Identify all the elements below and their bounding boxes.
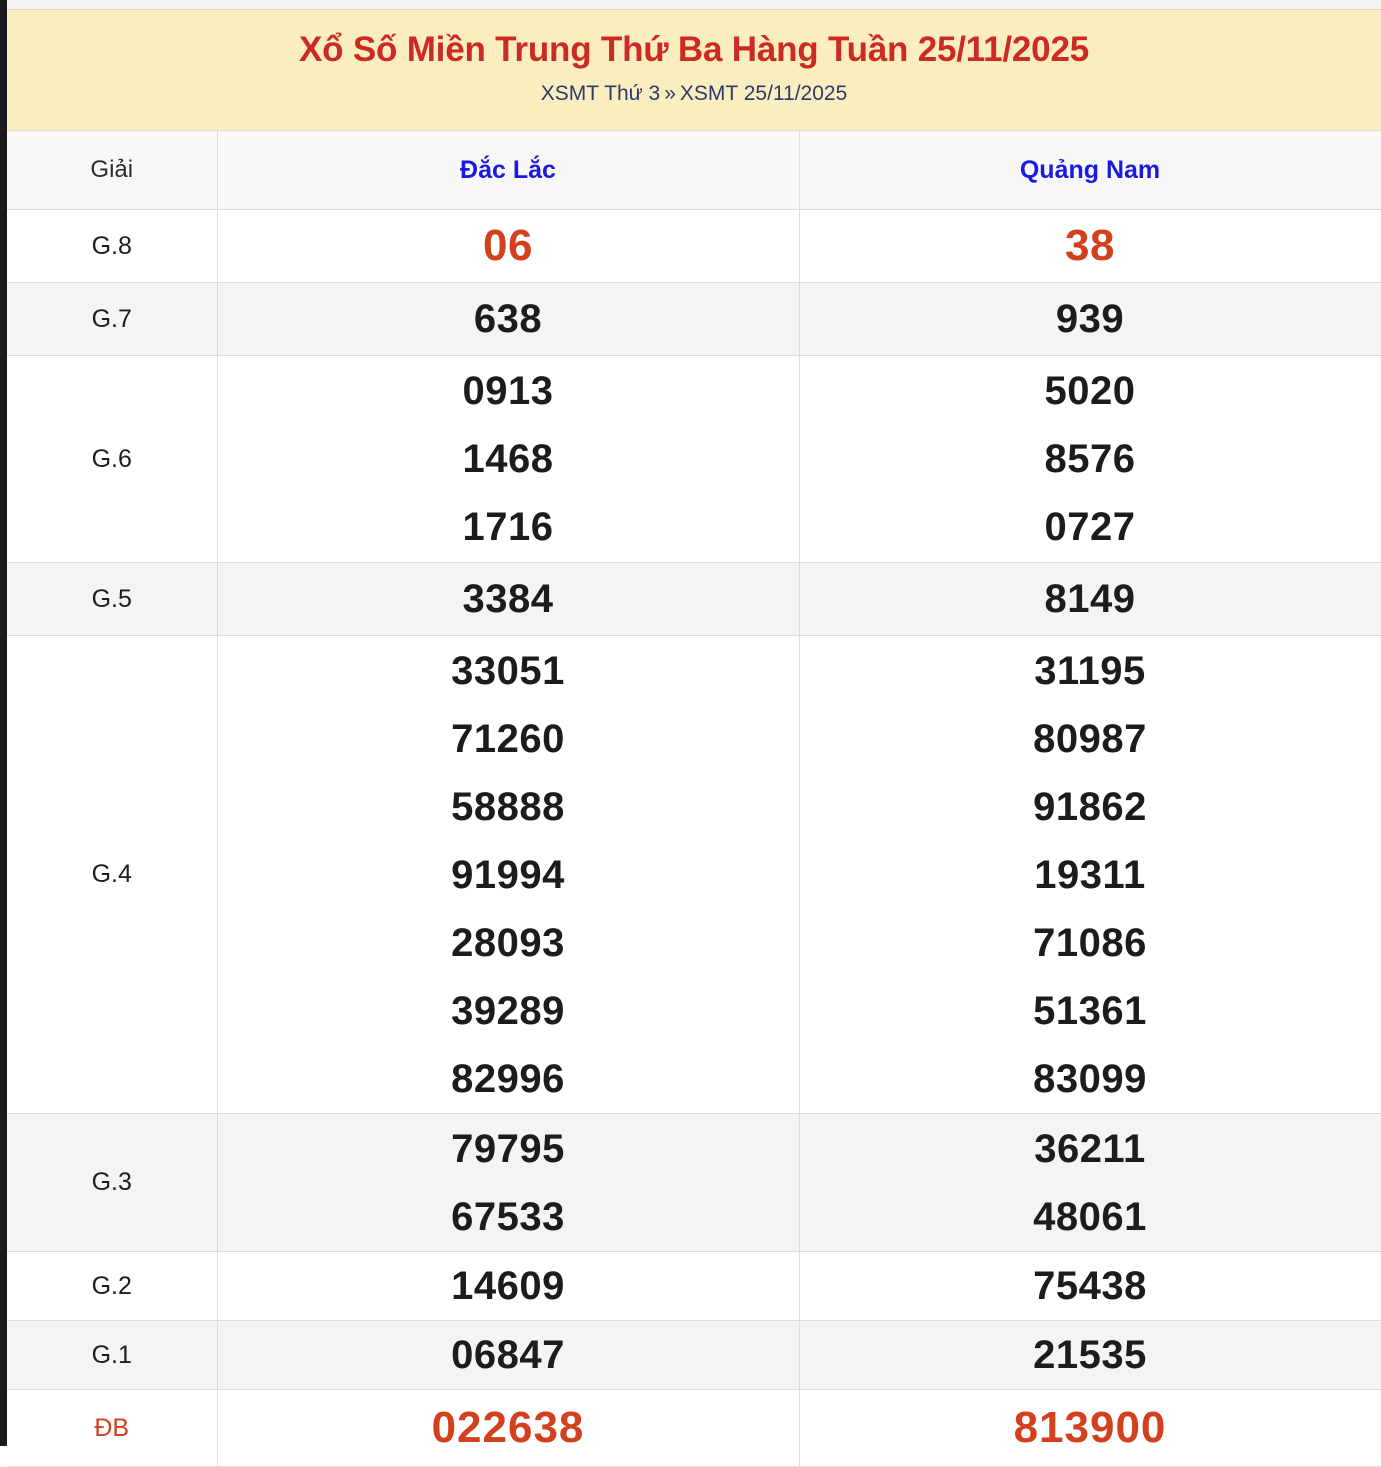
left-edge-bar [0, 0, 7, 1446]
breadcrumb-item-weekday[interactable]: XSMT Thứ 3 [540, 82, 661, 105]
table-row [7, 210, 1381, 283]
lottery-number: 0913 [462, 369, 554, 413]
prize-label-g3: G.3 [7, 1114, 217, 1252]
table-head [7, 131, 1381, 210]
lottery-number: 79795 [451, 1126, 565, 1171]
page-banner [7, 10, 1381, 130]
column-header-province-dac-lac[interactable]: Đắc Lắc [217, 131, 799, 210]
table-header-row [7, 131, 1381, 210]
prize-numbers-g2-col1 [217, 1252, 799, 1321]
prize-numbers-g3-col2 [799, 1114, 1381, 1252]
prize-numbers-g7-col1 [217, 283, 799, 356]
lottery-number: 28093 [451, 920, 565, 965]
lottery-number: 38 [1065, 221, 1115, 270]
lottery-number: 8576 [1044, 437, 1136, 481]
prize-label-g2: G.2 [7, 1252, 217, 1321]
lottery-number: 80987 [1033, 716, 1147, 761]
table-body [7, 210, 1381, 1467]
breadcrumb [7, 80, 1381, 108]
prize-label-g6: G.6 [7, 356, 217, 563]
table-row [7, 1321, 1381, 1390]
prize-numbers-g2-col2 [799, 1252, 1381, 1321]
prize-numbers-g4-col2 [799, 636, 1381, 1114]
lottery-number: 06847 [451, 1333, 565, 1377]
prize-numbers-g3-col1 [217, 1114, 799, 1252]
lottery-results-table [7, 130, 1381, 1467]
prize-numbers-g8-col2 [799, 210, 1381, 283]
lottery-number: 82996 [451, 1056, 565, 1101]
lottery-number: 51361 [1033, 988, 1147, 1033]
prize-label-g5: G.5 [7, 563, 217, 636]
table-row [7, 356, 1381, 563]
lottery-number: 1716 [462, 505, 554, 549]
lottery-number: 14609 [451, 1264, 565, 1308]
prize-numbers-g4-col1 [217, 636, 799, 1114]
lottery-number: 813900 [1013, 1403, 1167, 1452]
lottery-number: 75438 [1033, 1264, 1147, 1308]
column-header-province-quang-nam[interactable]: Quảng Nam [799, 131, 1381, 210]
lottery-number: 36211 [1034, 1126, 1146, 1171]
lottery-number: 0727 [1044, 505, 1136, 549]
table-row [7, 1252, 1381, 1321]
prize-numbers-db-col2 [799, 1390, 1381, 1467]
lottery-number: 58888 [451, 784, 565, 829]
lottery-number: 71260 [451, 716, 565, 761]
lottery-number: 06 [483, 221, 533, 270]
lottery-number: 71086 [1033, 920, 1147, 965]
lottery-number: 33051 [451, 648, 565, 693]
prize-numbers-g1-col2 [799, 1321, 1381, 1390]
table-row [7, 563, 1381, 636]
lottery-number: 21535 [1033, 1333, 1147, 1377]
prize-numbers-g6-col1 [217, 356, 799, 563]
lottery-number: 939 [1055, 297, 1125, 341]
lottery-number: 8149 [1044, 577, 1136, 621]
prize-numbers-g5-col1 [217, 563, 799, 636]
table-row [7, 636, 1381, 1114]
lottery-number: 67533 [451, 1194, 565, 1239]
lottery-number: 19311 [1034, 852, 1146, 897]
lottery-number: 91994 [451, 852, 565, 897]
lottery-number: 1468 [462, 437, 554, 481]
prize-label-g7: G.7 [7, 283, 217, 356]
top-edge-strip [7, 0, 1381, 10]
lottery-number: 3384 [462, 577, 554, 621]
prize-numbers-db-col1 [217, 1390, 799, 1467]
page-title: Xổ Số Miền Trung Thứ Ba Hàng Tuần 25/11/2025 [299, 30, 1089, 69]
prize-label-g4: G.4 [7, 636, 217, 1114]
page-content [7, 10, 1381, 1452]
prize-label-g8: G.8 [7, 210, 217, 283]
prize-numbers-g8-col1 [217, 210, 799, 283]
breadcrumb-item-date[interactable]: XSMT 25/11/2025 [679, 82, 848, 105]
lottery-number: 5020 [1044, 369, 1136, 413]
prize-label-g1: G.1 [7, 1321, 217, 1390]
prize-numbers-g5-col2 [799, 563, 1381, 636]
lottery-number: 31195 [1034, 648, 1146, 693]
prize-label-db: ĐB [7, 1390, 217, 1467]
lottery-number: 39289 [451, 988, 565, 1033]
breadcrumb-separator-icon: » [664, 82, 676, 105]
prize-numbers-g7-col2 [799, 283, 1381, 356]
table-row [7, 283, 1381, 356]
table-row [7, 1114, 1381, 1252]
prize-numbers-g6-col2 [799, 356, 1381, 563]
lottery-number: 48061 [1033, 1194, 1147, 1239]
lottery-number: 022638 [431, 1403, 585, 1452]
column-header-prize: Giải [7, 131, 217, 210]
prize-numbers-g1-col1 [217, 1321, 799, 1390]
table-row [7, 1390, 1381, 1467]
lottery-number: 91862 [1033, 784, 1147, 829]
lottery-number: 83099 [1033, 1056, 1147, 1101]
lottery-number: 638 [473, 297, 543, 341]
